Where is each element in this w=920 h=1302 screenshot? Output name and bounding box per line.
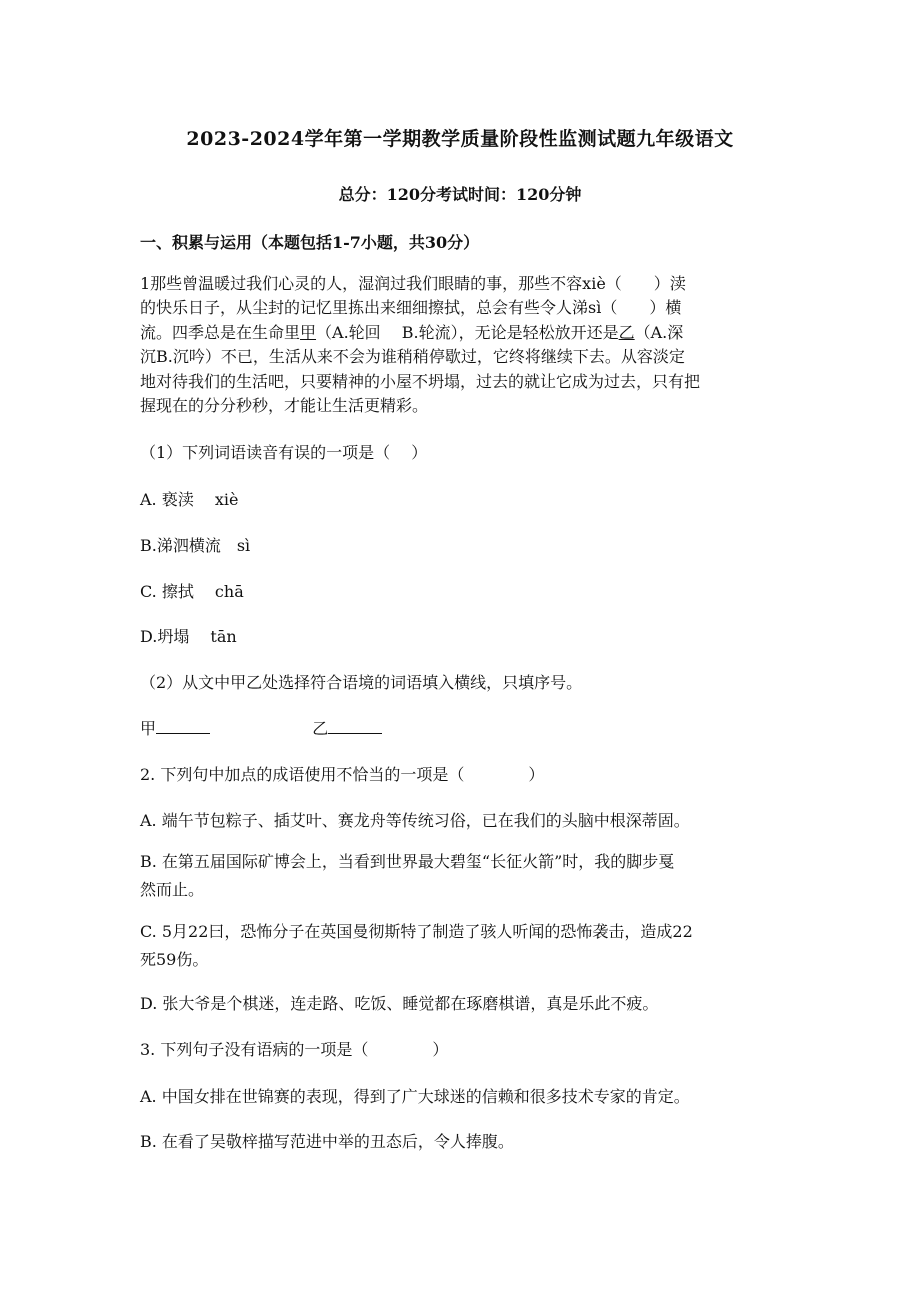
option-a: A. 亵渎 xiè xyxy=(140,490,239,509)
option-d: D. 张大爷是个棋迷，连走路、吃饭、睡觉都在琢磨棋谱，真是乐此不疲。 xyxy=(140,994,659,1013)
reading-passage xyxy=(140,272,780,418)
question-3-stem: 3. 下列句子没有语病的一项是（ ） xyxy=(140,1040,449,1059)
option-a: A. 端午节包粽子、插艾叶、赛龙舟等传统习俗，已在我们的头脑中根深蒂固。 xyxy=(140,811,690,830)
yi-answer-blank[interactable] xyxy=(328,719,382,734)
option-d: D.坍塌 tān xyxy=(140,627,237,646)
passage-line: 握现在的分分秒秒，才能让生活更精彩。 xyxy=(140,396,429,416)
option-c: C. 擦拭 chā xyxy=(140,582,244,601)
passage-line: 沉B.沉吟）不已，生活从来不会为谁稍稍停歇过，它终将继续下去。从容淡定 xyxy=(140,347,685,367)
option-c: C. 5月22曰，恐怖分子在英国曼彻斯特了制造了骇人听闻的恐怖袭击，造成22 死59伤。 xyxy=(140,922,693,969)
blank-marker-jia: 甲 xyxy=(300,322,317,342)
option-a: A. 中国女排在世锦赛的表现，得到了广大球迷的信赖和很多技术专家的肯定。 xyxy=(140,1087,690,1106)
question-1-sub2: （2）从文中甲乙处选择符合语境的词语填入横线，只填序号。 xyxy=(140,673,583,692)
exam-info: 总分：120分考试时间：120分钟 xyxy=(338,185,582,204)
passage-line: 流。四季总是在生命里甲（A.轮回 B.轮流），无论是轻松放开还是乙（A.深 xyxy=(140,322,684,342)
option-b: B. 在看了吴敬梓描写范进中举的丑态后，令人捧腹。 xyxy=(140,1132,514,1151)
answer-blanks xyxy=(140,716,382,739)
page-title: 2023-2024学年第一学期教学质量阶段性监测试题九年级语文 xyxy=(186,128,734,150)
passage-line: 1那些曾温暖过我们心灵的人，湿润过我们眼睛的事，那些不容xiè（ ）渎 xyxy=(140,274,686,293)
option-b: B. 在第五届国际矿博会上，当看到世界最大碧玺“长征火箭”时，我的脚步戛 然而止。 xyxy=(140,852,675,899)
passage-line: 地对待我们的生活吧，只要精神的小屋不坍塌，过去的就让它成为过去，只有把 xyxy=(140,371,701,391)
jia-label: 甲 xyxy=(140,719,157,738)
section-heading: 一、积累与运用（本题包括1-7小题，共30分） xyxy=(140,233,480,252)
question-2-stem: 2. 下列句中加点的成语使用不恰当的一项是（ ） xyxy=(140,765,545,784)
blank-marker-yi: 乙 xyxy=(618,322,635,342)
jia-answer-blank[interactable] xyxy=(156,719,210,734)
question-1-stem: （1）下列词语读音有误的一项是（ ） xyxy=(140,443,428,462)
option-b: B.涕泗横流 sì xyxy=(140,536,251,555)
yi-label: 乙 xyxy=(312,719,329,738)
passage-line: 的快乐日子，从尘封的记忆里拣出来细细擦拭，总会有些令人涕sì（ ）横 xyxy=(140,298,682,318)
